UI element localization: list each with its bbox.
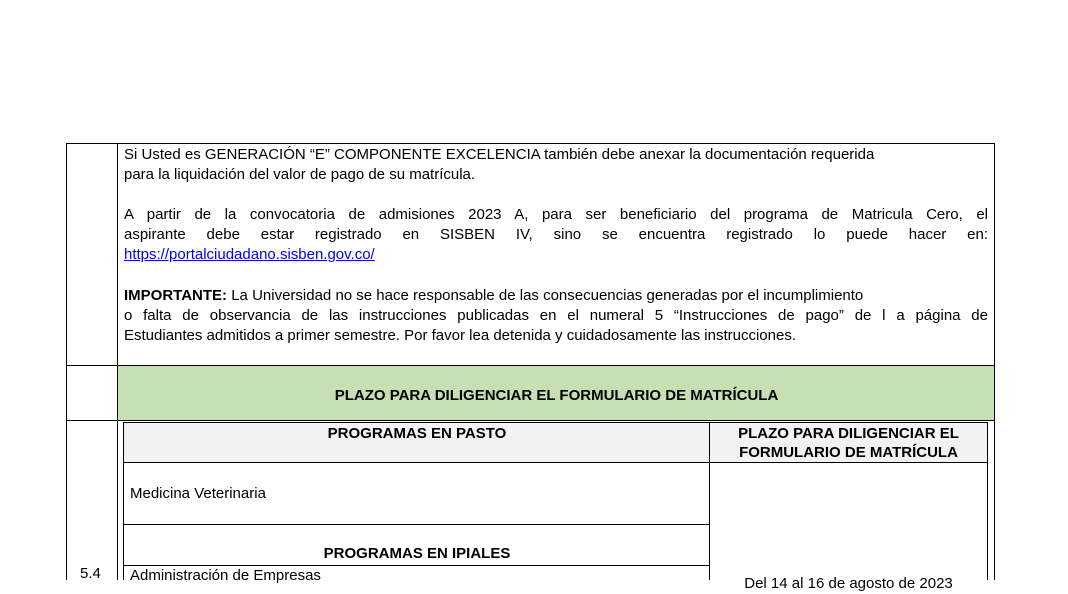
- deadline-date: Del 14 al 16 de agosto de 2023: [744, 575, 953, 592]
- matricula-cero-line-1: A partir de la convocatoria de admisiones 2023 A, para ser beneficiario del programa de Matricula Cero, el: [124, 206, 988, 223]
- border-left: [66, 143, 67, 580]
- inner-border-top: [123, 422, 988, 423]
- important-label: IMPORTANTE:: [124, 287, 228, 304]
- border-row2-bottom: [66, 420, 995, 421]
- prev-text-line-1: Si Usted es GENERACIÓN “E” COMPONENTE EXCELENCIA también debe anexar la documentación requerida: [124, 146, 875, 163]
- prev-text-line-2: para la liquidación del valor de pago de su matrícula.: [124, 166, 476, 183]
- important-text-1: La Universidad no se hace responsable de las consecuencias generadas por el incumplimiento: [227, 287, 864, 304]
- important-line-1: [124, 286, 988, 306]
- border-right: [994, 143, 995, 580]
- section-54-number: 5.4: [80, 565, 101, 582]
- important-line-3: Estudiantes admitidos a primer semestre. Por favor lea detenida y cuidadosamente las instrucciones.: [124, 327, 797, 344]
- sisben-link-wrap: [124, 245, 375, 265]
- border-top: [66, 143, 995, 144]
- program-administracion-empresas: Administración de Empresas: [130, 567, 321, 584]
- header-programas-ipiales: PROGRAMAS EN IPIALES: [323, 545, 511, 562]
- program-medicina-veterinaria: Medicina Veterinaria: [130, 485, 266, 502]
- border-col-divider: [117, 143, 118, 580]
- inner-border-mid: [709, 422, 710, 580]
- section-54-title: PLAZO PARA DILIGENCIAR EL FORMULARIO DE MATRÍCULA: [334, 387, 779, 404]
- row-prev-number-cell: [66, 143, 118, 366]
- matricula-cero-line-2: aspirante debe estar registrado en SISBEN IV, sino se encuentra registrado lo puede hacer en:: [124, 226, 988, 243]
- inner-border-right: [987, 422, 988, 580]
- sisben-link[interactable]: https://portalciudadano.sisben.gov.co/: [124, 246, 375, 263]
- important-line-2: o falta de observancia de las instrucciones publicadas en el numeral 5 “Instrucciones de pago” de l a página de: [124, 307, 988, 324]
- inner-border-pasto-bottom: [123, 524, 710, 525]
- border-row1-bottom: [66, 365, 995, 366]
- inner-border-left: [123, 422, 124, 580]
- header-plazo-line-2: FORMULARIO DE MATRÍCULA: [739, 444, 958, 461]
- header-plazo-line-1: PLAZO PARA DILIGENCIAR EL: [738, 425, 959, 442]
- inner-border-ipiales-header-bottom: [123, 565, 710, 566]
- inner-border-header-bottom: [123, 462, 988, 463]
- header-programas-pasto: PROGRAMAS EN PASTO: [327, 425, 507, 442]
